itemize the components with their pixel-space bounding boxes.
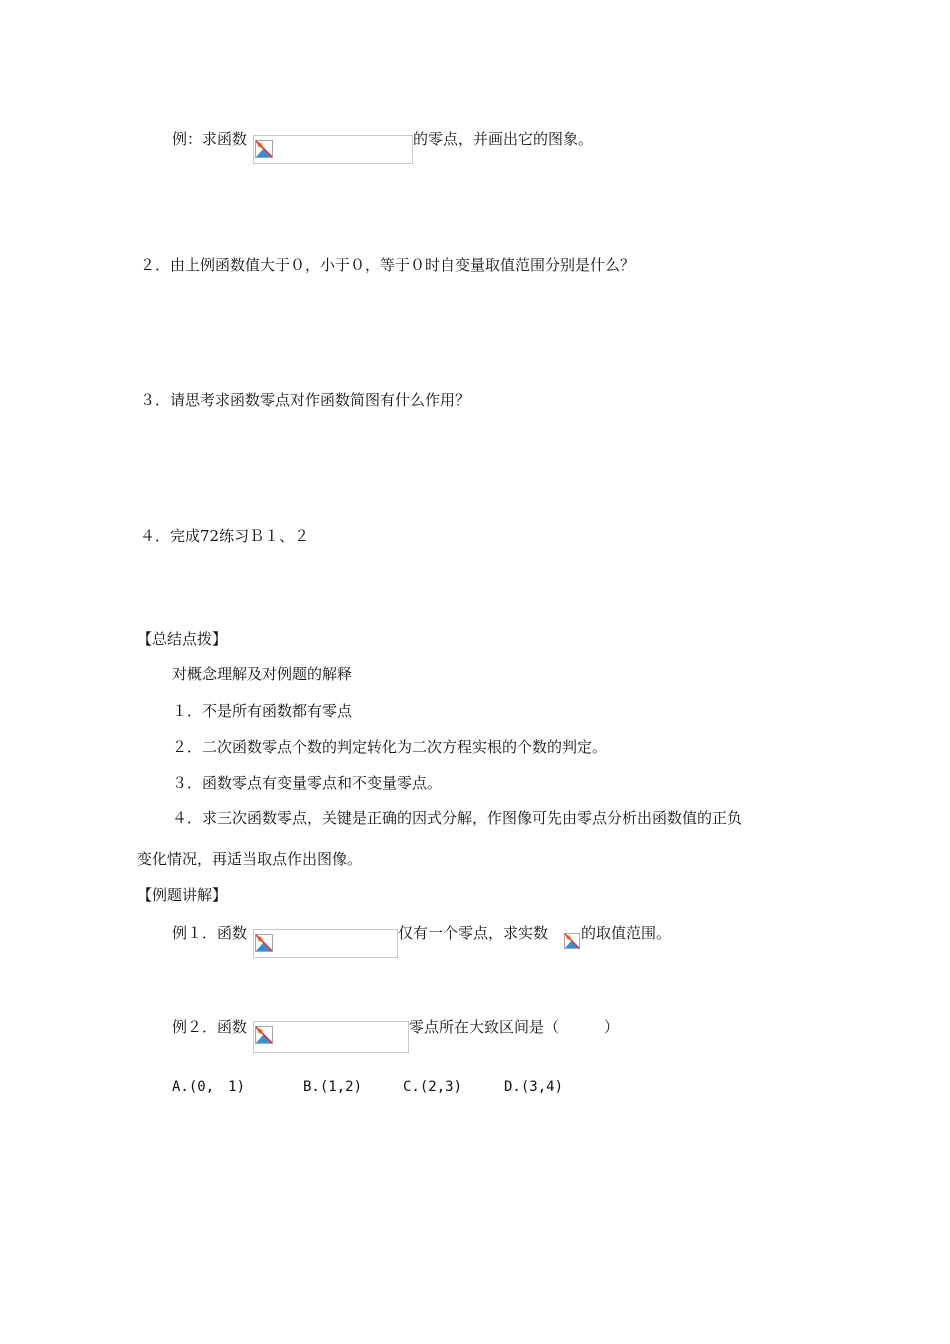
question-4: ４．完成72练习Ｂ１、２ — [140, 527, 310, 545]
example-2-suffix: 零点所在大致区间是（ ） — [409, 1018, 620, 1036]
question-3: ３．请思考求函数零点对作函数简图有什么作用？ — [140, 391, 471, 409]
example-intro-prefix: 例：求函数 — [172, 130, 248, 148]
option-a: A.(0, 1) — [172, 1079, 246, 1095]
option-d: D.(3,4) — [504, 1079, 564, 1095]
function-formula-image — [253, 135, 413, 164]
example-intro-suffix: 的零点，并画出它的图象。 — [413, 130, 594, 148]
example-1-suffix: 的取值范围。 — [581, 924, 672, 942]
summary-point-4-continuation: 变化情况，再适当取点作出图像。 — [137, 850, 363, 868]
summary-point-2: ２．二次函数零点个数的判定转化为二次方程实根的个数的判定。 — [172, 738, 608, 756]
question-2: ２．由上例函数值大于０，小于０，等于０时自变量取值范围分别是什么？ — [140, 256, 636, 274]
broken-image-icon — [255, 140, 273, 158]
summary-point-4: ４．求三次函数零点，关键是正确的因式分解，作图像可先由零点分析出函数值的正负 — [172, 809, 743, 827]
example-1-middle: 仅有一个零点，求实数 — [398, 924, 549, 942]
summary-heading: 【总结点拨】 — [137, 630, 228, 648]
example-2-formula-image — [253, 1021, 409, 1053]
example-1-formula-image — [253, 929, 398, 958]
broken-image-icon — [255, 934, 273, 952]
broken-image-icon — [255, 1026, 273, 1044]
summary-point-1: １．不是所有函数都有零点 — [172, 702, 353, 720]
summary-intro: 对概念理解及对例题的解释 — [172, 665, 353, 683]
examples-heading: 【例题讲解】 — [137, 886, 228, 904]
option-c: C.(2,3) — [403, 1079, 463, 1095]
option-b: B.(1,2) — [303, 1079, 363, 1095]
example-2-prefix: 例２．函数 — [172, 1018, 248, 1036]
example-1-prefix: 例１．函数 — [172, 924, 248, 942]
summary-point-3: ３．函数零点有变量零点和不变量零点。 — [172, 774, 443, 792]
parameter-image-icon — [564, 933, 580, 949]
